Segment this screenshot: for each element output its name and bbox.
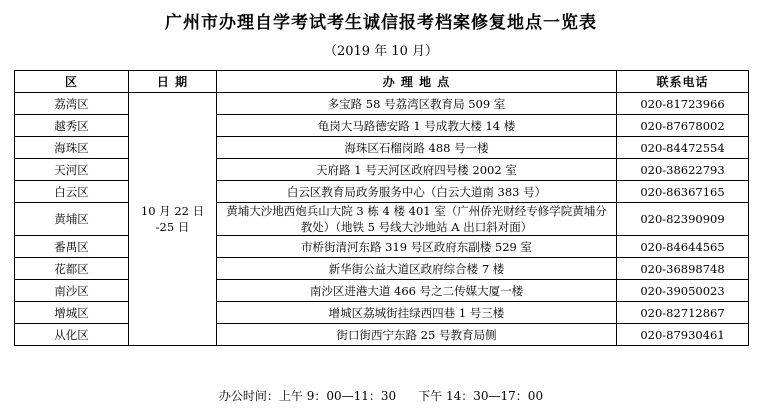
- table-row: [15, 236, 749, 258]
- address-cell: 新华街公益大道区政府综合楼 7 楼: [217, 258, 617, 280]
- table-header-row: [15, 71, 749, 93]
- office-hours-am: 上午 9：00—11：30: [278, 389, 397, 403]
- table-row: [15, 159, 749, 181]
- header-phone: 联系电话: [617, 71, 749, 93]
- location-table: [14, 70, 749, 346]
- phone-cell: 020-87678002: [617, 115, 749, 137]
- phone-cell: 020-36898748: [617, 258, 749, 280]
- office-hours: [0, 387, 762, 404]
- district-cell: 白云区: [15, 181, 129, 203]
- address-cell: 黄埔大沙地西炮兵山大院 3 栋 4 楼 401 室（广州侨光财经专修学院黄埔分教处）（地铁 5 号线大沙地站 A 出口斜对面）: [217, 203, 617, 236]
- header-date: 日 期: [129, 71, 217, 93]
- district-cell: 南沙区: [15, 280, 129, 302]
- phone-cell: 020-38622793: [617, 159, 749, 181]
- district-cell: 黄埔区: [15, 203, 129, 236]
- table-row: [15, 203, 749, 236]
- table-row: [15, 324, 749, 346]
- phone-cell: 020-81723966: [617, 93, 749, 115]
- district-cell: 花都区: [15, 258, 129, 280]
- address-cell: 海珠区石榴岗路 488 号一楼: [217, 137, 617, 159]
- table-row: [15, 137, 749, 159]
- date-range-line1: 10 月 22 日: [140, 204, 205, 218]
- header-district: 区: [15, 71, 129, 93]
- header-address: 办 理 地 点: [217, 71, 617, 93]
- table-row: [15, 115, 749, 137]
- address-cell: 天府路 1 号天河区政府四号楼 2002 室: [217, 159, 617, 181]
- phone-cell: 020-86367165: [617, 181, 749, 203]
- district-cell: 荔湾区: [15, 93, 129, 115]
- table-row: [15, 93, 749, 115]
- phone-cell: 020-39050023: [617, 280, 749, 302]
- office-hours-pm: 下午 14：30—17：00: [418, 389, 544, 403]
- phone-cell: 020-84472554: [617, 137, 749, 159]
- table-row: [15, 302, 749, 324]
- page-title: 广州市办理自学考试考生诚信报考档案修复地点一览表: [165, 13, 597, 33]
- phone-cell: 020-82712867: [617, 302, 749, 324]
- phone-cell: 020-84644565: [617, 236, 749, 258]
- phone-cell: 020-82390909: [617, 203, 749, 236]
- phone-cell: 020-87930461: [617, 324, 749, 346]
- district-cell: 从化区: [15, 324, 129, 346]
- address-cell: 南沙区进港大道 466 号之二传媒大厦一楼: [217, 280, 617, 302]
- district-cell: 海珠区: [15, 137, 129, 159]
- address-cell: 增城区荔城街挂绿西四巷 1 号三楼: [217, 302, 617, 324]
- table-row: [15, 181, 749, 203]
- address-cell: 龟岗大马路德安路 1 号成教大楼 14 楼: [217, 115, 617, 137]
- office-hours-label: 办公时间：: [218, 389, 279, 403]
- district-cell: 天河区: [15, 159, 129, 181]
- district-cell: 番禺区: [15, 236, 129, 258]
- table-row: [15, 258, 749, 280]
- address-cell: 多宝路 58 号荔湾区教育局 509 室: [217, 93, 617, 115]
- table-row: [15, 280, 749, 302]
- district-cell: 增城区: [15, 302, 129, 324]
- address-cell: 白云区教育局政务服务中心（白云大道南 383 号）: [217, 181, 617, 203]
- page-subtitle: （2019 年 10 月）: [323, 44, 439, 59]
- address-cell: 市桥街清河东路 319 号区政府东副楼 529 室: [217, 236, 617, 258]
- date-range-line2: -25 日: [155, 220, 190, 234]
- district-cell: 越秀区: [15, 115, 129, 137]
- address-cell: 街口街西宁东路 25 号教育局侧: [217, 324, 617, 346]
- date-range-cell: [129, 93, 217, 346]
